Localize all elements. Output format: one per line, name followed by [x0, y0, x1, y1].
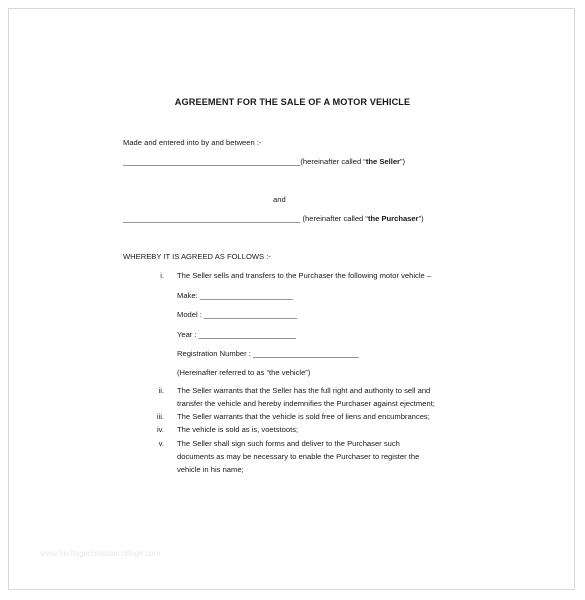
intro-text: Made and entered into by and between :- — [123, 138, 262, 147]
vehicle-reference: (Hereinafter referred to as “the vehicle”) — [177, 368, 311, 377]
clause-v-number: v. — [158, 439, 164, 448]
purchaser-post: ”) — [418, 214, 424, 223]
watermark: www.heritagechristiancollege.com — [40, 549, 161, 558]
clause-iv-text: The vehicle is sold as is, voetstoots; — [177, 425, 299, 434]
year-field: Year : _______________________ — [177, 330, 296, 339]
seller-blank: __________________________________________ — [123, 157, 301, 166]
make-field: Make: ______________________ — [177, 291, 293, 300]
seller-line — [123, 157, 405, 167]
clause-ii-number: ii. — [158, 386, 164, 395]
clause-v-line1: The Seller shall sign such forms and deliver to the Purchaser such — [177, 439, 400, 448]
clause-i-number: i. — [160, 271, 164, 280]
clause-ii-line1: The Seller warrants that the Seller has the full right and authority to sell and — [177, 386, 431, 395]
document-title: AGREEMENT FOR THE SALE OF A MOTOR VEHICLE — [174, 97, 411, 107]
clause-ii-line2: transfer the vehicle and hereby indemnifies the Purchaser against ejectment; — [177, 399, 435, 408]
purchaser-pre: (hereinafter called “ — [300, 214, 368, 223]
purchaser-line — [123, 214, 424, 224]
seller-post: ”) — [400, 157, 406, 166]
clause-iv-number: iv. — [156, 425, 164, 434]
and-text: and — [273, 195, 286, 204]
clause-iii-text: The Seller warrants that the vehicle is sold free of liens and encumbrances; — [177, 412, 430, 421]
model-field: Model : ______________________ — [177, 310, 297, 319]
whereby-heading: WHEREBY IT IS AGREED AS FOLLOWS :- — [123, 252, 271, 261]
clause-v-line3: vehicle in his name; — [177, 465, 244, 474]
purchaser-label: the Purchaser — [367, 214, 419, 223]
seller-pre: (hereinafter called “ — [300, 157, 366, 166]
clause-v-line2: documents as may be necessary to enable the Purchaser to register the — [177, 452, 420, 461]
registration-field: Registration Number : _________________________ — [177, 349, 359, 358]
purchaser-blank: __________________________________________ — [123, 214, 301, 223]
clause-iii-number: iii. — [156, 412, 164, 421]
seller-label: the Seller — [365, 157, 401, 166]
clause-i-text: The Seller sells and transfers to the Purchaser the following motor vehicle – — [177, 271, 432, 280]
